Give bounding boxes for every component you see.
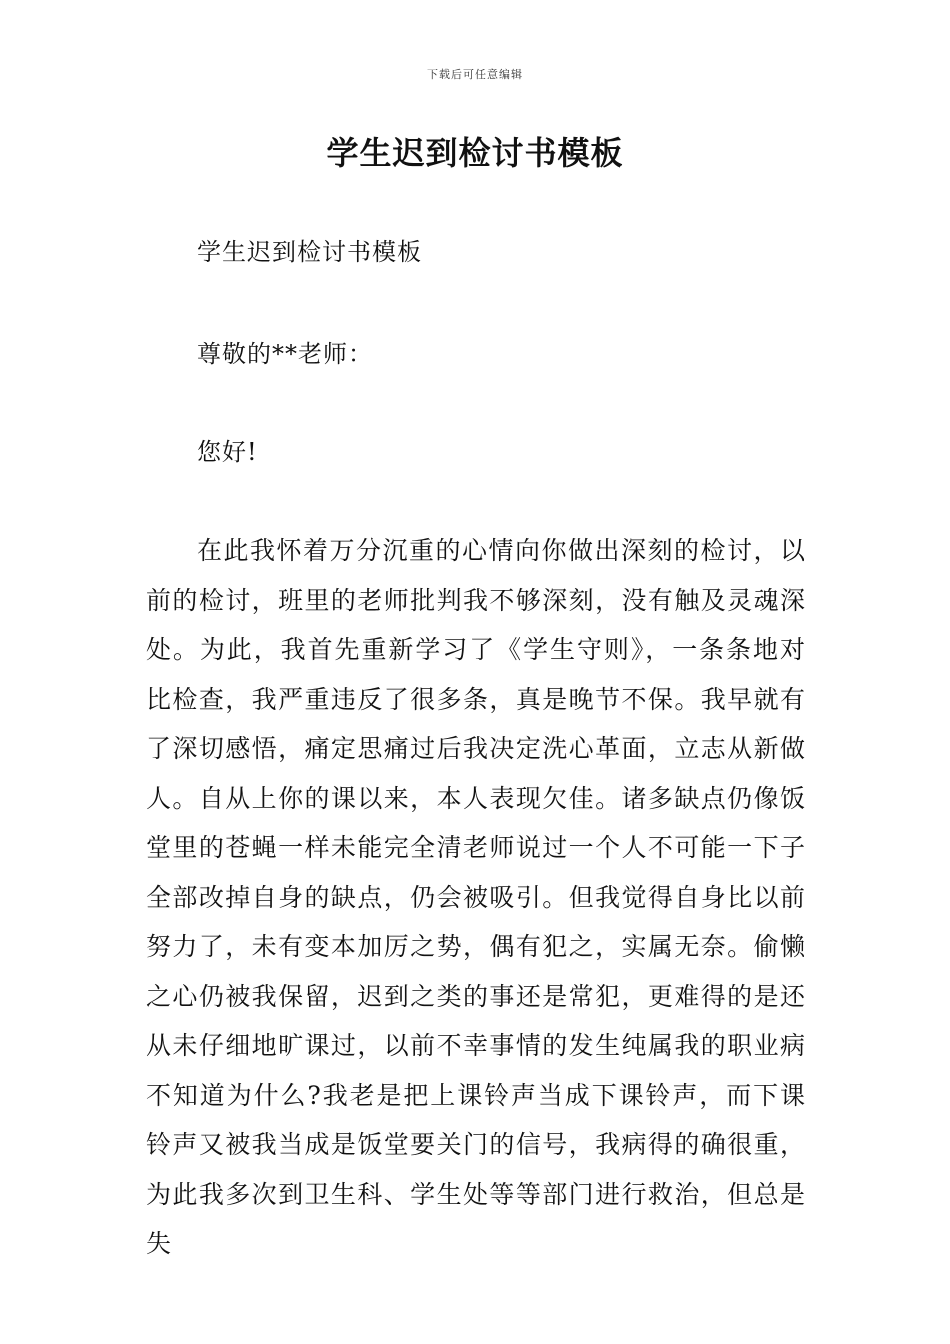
page-title: 学生迟到检讨书模板 [326, 134, 624, 172]
header-note: 下载后可任意编辑 [427, 68, 523, 81]
body-paragraph: 在此我怀着万分沉重的心情向你做出深刻的检讨，以前的检讨，班里的老师批判我不够深刻，没有触及灵魂深处。为此，我首先重新学习了《学生守则》，一条条地对比检查，我严重违反了很多条，真是晚节不保。我早就有了深切感悟，痛定思痛过后我决定洗心革面，立志从新做人。自从上你的课以来，本人表现欠佳。诸多缺点仍像饭堂里的苍蝇一样未能完全清老师说过一个人不可能一下子全部改掉自身的缺点，仍会被吸引。但我觉得自身比以前努力了，未有变本加厉之势，偶有犯之，实属无奈。偷懒之心仍被我保留，迟到之类的事还是常犯，更难得的是还从未仔细地旷课过，以前不幸事情的发生纯属我的职业病不知道为什么?我老是把上课铃声当成下课铃声，而下课铃声又被我当成是饭堂要关门的信号，我病得的确很重，为此我多次到卫生科、学生处等等部门进行救治，但总是失 [146, 536, 806, 1258]
document-subtitle: 学生迟到检讨书模板 [197, 238, 422, 266]
salutation: 尊敬的**老师： [197, 340, 373, 368]
hello-line: 您好! [197, 438, 258, 466]
